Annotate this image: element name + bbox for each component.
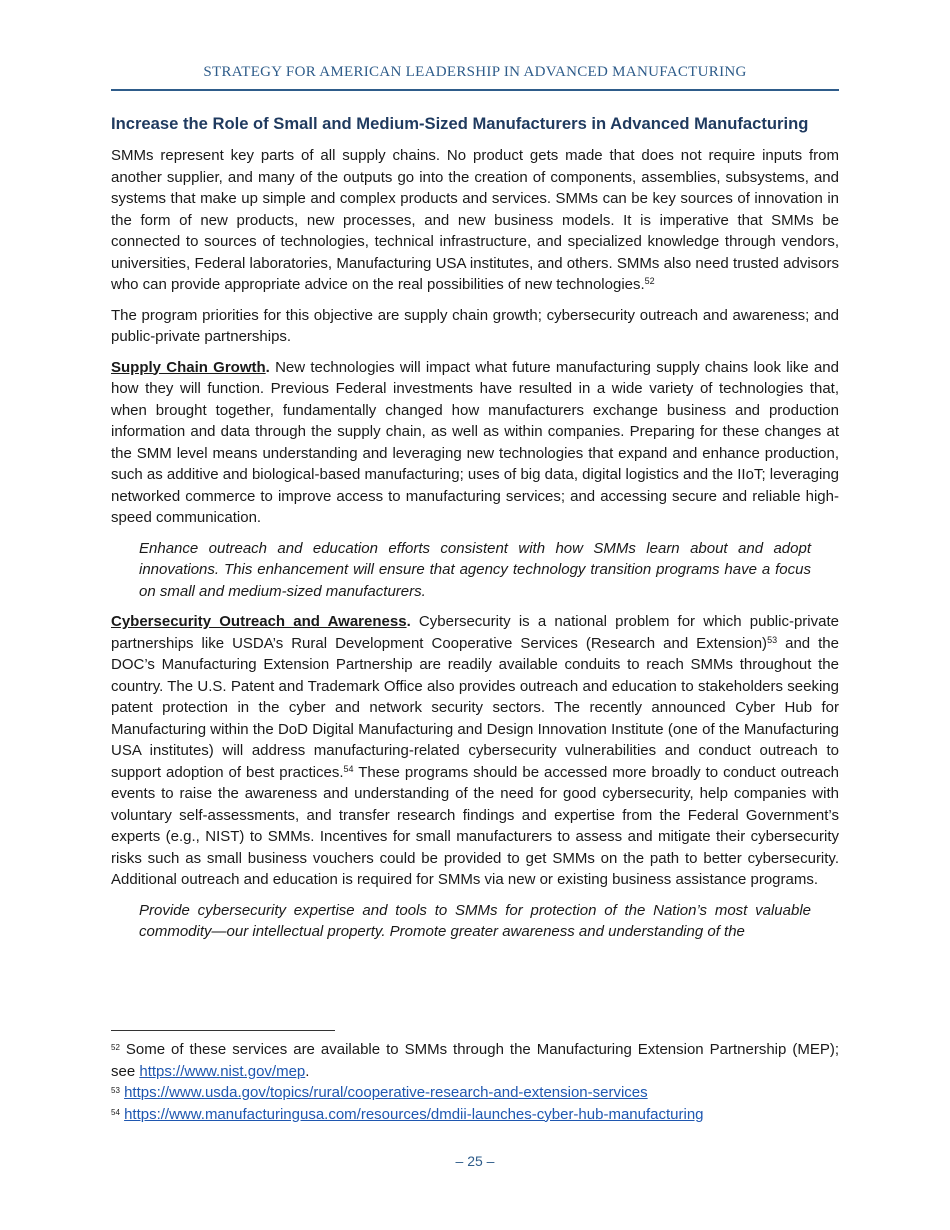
- footnote-link-usda[interactable]: https://www.usda.gov/topics/rural/cooperative-research-and-extension-services: [124, 1084, 648, 1101]
- page-number: – 25 –: [455, 1153, 495, 1169]
- footnote-link-nist-mep[interactable]: https://www.nist.gov/mep: [139, 1062, 306, 1080]
- paragraph-text: Cybersecurity is a national problem for which public-private partnerships like USDA’s Rural Development Cooperative Services (Research and Extension): [111, 613, 839, 652]
- paragraph-cybersecurity: Cybersecurity Outreach and Awareness. Cybersecurity is a national problem for which public-private partnerships like USDA’s Rural Development Cooperative Services (Research and Extension)$^{53}$ and the DOC’s Manufacturing Extension Partnership are readily available conduits to reach SMMs throughout the country. The U.S. Patent and Trademark Office also provides outreach and education to stakeholders seeking patent protection in the cyber and network security sectors. The recently announced Cyber Hub for Manufacturing within the DoD Digital Manufacturing and Design Innovation Institute (one of the Manufacturing USA institutes) will address manufacturing-related cybersecurity vulnerabilities and conduct outreach to support adoption of best practices.$^{54}$ These programs should be accessed more broadly to conduct outreach events to raise the awareness and understanding of the need for good cybersecurity, help companies with voluntary self-assessments, and transfer research findings and expertise from the Federal Government’s experts (e.g., NIST) to SMMs. Incentives for small manufacturers to assess and mitigate their cybersecurity risks such as small business vouchers could be provided to get SMMs on the path to better cybersecurity. Additional outreach and education is required for SMMs via new or existing business assistance programs.: [111, 613, 839, 888]
- section-heading: Increase the Role of Small and Medium-Sized Manufacturers in Advanced Manufacturing: [111, 114, 809, 133]
- footnote-53: [111, 1082, 839, 1104]
- footnote-number: 52: [111, 1043, 120, 1052]
- main-content: [111, 112, 839, 952]
- footnote-ref-53[interactable]: 53: [767, 634, 778, 645]
- paragraph-smm-intro: [111, 145, 839, 296]
- footnote-number: 54: [111, 1107, 120, 1117]
- footnote-punct: .: [305, 1062, 310, 1080]
- paragraph-program-priorities: The program priorities for this objective are supply chain growth; cybersecurity outreach and awareness; and public-private partnerships.: [111, 306, 839, 345]
- footnote-ref-52[interactable]: 52: [644, 276, 655, 286]
- paragraph-text: New technologies will impact what future manufacturing supply chains look like and how they will function. Previous Federal investments have resulted in a wide variety of technologies that, when brought together, fundamentally changed how manufacturers exchange business and production information and data through the supply chain, as well as within companies. Preparing for these changes at the SMM level means understanding and leveraging new technologies that expand and enhance production, such as additive and biological-based manufacturing; uses of big data, digital logistics and the IIoT; leveraging networked commerce to improve access to manufacturing services; and accessing secure and reliable high-speed communication.: [111, 358, 839, 526]
- footnote-text: Some of these services are available to SMMs through the Manufacturing Extension Partnership (MEP); see: [111, 1041, 839, 1080]
- paragraph-supply-chain: Supply Chain Growth. New technologies will impact what future manufacturing supply chains look like and how they will function. Previous Federal investments have resulted in a wide variety of technologies that, when brought together, fundamentally changed how manufacturers exchange business and production information and data through the supply chain, as well as within companies. Preparing for these changes at the SMM level means understanding and leveraging new technologies that expand and enhance production, such as additive and biological-based manufacturing; uses of big data, digital logistics and the IIoT; leveraging networked commerce to improve access to manufacturing services; and accessing secure and reliable high-speed communication.: [111, 358, 839, 526]
- footnote-separator: [111, 1030, 335, 1031]
- footnote-link-manufacturingusa[interactable]: https://www.manufacturingusa.com/resources/dmdii-launches-cyber-hub-manufacturing: [124, 1105, 704, 1123]
- goal-statement-cybersecurity: Provide cybersecurity expertise and tools to SMMs for protection of the Nation’s most valuable commodity—our intellectual property. Promote greater awareness and understanding of the: [139, 901, 811, 940]
- footnotes: [111, 1039, 839, 1125]
- footnote-number: 53: [111, 1086, 120, 1095]
- header-rule: [111, 89, 839, 91]
- supply-chain-lead: Supply Chain Growth: [111, 358, 266, 376]
- footnote-ref-54[interactable]: 54: [343, 763, 354, 774]
- paragraph-text: These programs should be accessed more broadly to conduct outreach events to raise the awareness and understanding of the need for good cybersecurity, help companies with voluntary self-assessments, and transfer research findings and expertise from the Federal Government’s experts (e.g., NIST) to SMMs. Incentives for small manufacturers to assess and mitigate their cybersecurity risks such as small business vouchers could be provided to get SMMs on the path to better cybersecurity. Additional outreach and education is required for SMMs via new or existing business assistance programs.: [111, 763, 839, 888]
- footnote-54: [111, 1104, 839, 1126]
- goal-statement-outreach: Enhance outreach and education efforts consistent with how SMMs learn about and adopt innovations. This enhancement will ensure that agency technology transition programs have a focus on small and medium-sized manufacturers.: [139, 539, 811, 600]
- paragraph-text: and the DOC’s Manufacturing Extension Partnership are readily available conduits to reach SMMs throughout the country. The U.S. Patent and Trademark Office also provides outreach and education to stakeholders seeking patent protection in the cyber and network security sectors. The recently announced Cyber Hub for Manufacturing within the DoD Digital Manufacturing and Design Innovation Institute (one of the Manufacturing USA institutes) will address manufacturing-related cybersecurity vulnerabilities and conduct outreach to support adoption of best practices.: [111, 634, 839, 781]
- footnote-52: [111, 1039, 839, 1082]
- running-header: STRATEGY FOR AMERICAN LEADERSHIP IN ADVANCED MANUFACTURING: [203, 64, 747, 80]
- cybersecurity-lead: Cybersecurity Outreach and Awareness: [111, 613, 407, 630]
- paragraph-text: SMMs represent key parts of all supply chains. No product gets made that does not require inputs from another supplier, and many of the outputs go into the creation of components, assemblies, subsystems, and systems that make up simple and complex products and services. SMMs can be key sources of innovation in the form of new products, new processes, and new business models. It is imperative that SMMs be connected to sources of technologies, technical infrastructure, and specialized knowledge through vendors, universities, Federal laboratories, Manufacturing USA institutes, and others. SMMs also need trusted advisors who can provide appropriate advice on the real possibilities of new technologies.: [111, 147, 839, 293]
